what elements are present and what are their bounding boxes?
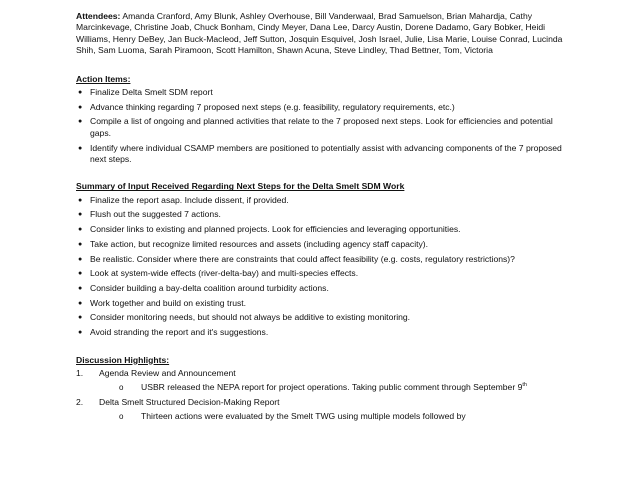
bullet-icon: ● xyxy=(78,270,83,278)
list-item: ● Consider monitoring needs, but should not always be additive to existing monitoring. xyxy=(78,312,411,323)
item-number: 2. xyxy=(76,396,84,407)
list-item: ● Look at system-wide effects (river-delta-bay) and multi-species effects. xyxy=(78,268,359,279)
circle-bullet-icon: o xyxy=(119,412,124,422)
bullet-icon: ● xyxy=(78,196,83,204)
sub-list-item: o USBR released the NEPA report for project operations. Taking public comment through September 9th xyxy=(119,382,527,393)
sub-list xyxy=(99,411,576,422)
list-item: ● Be realistic. Consider where there are constraints that could affect feasibility (e.g. costs, regulatory restrictions)? xyxy=(78,253,515,264)
item-number: 1. xyxy=(76,367,84,378)
summary-heading: Summary of Input Received Regarding Next Steps for the Delta Smelt SDM Work xyxy=(76,181,405,192)
list-item: ● Finalize Delta Smelt SDM report xyxy=(78,87,213,98)
list-item: ● Finalize the report asap. Include dissent, if provided. xyxy=(78,194,289,205)
bullet-icon: ● xyxy=(78,103,83,111)
discussion-list xyxy=(76,368,576,423)
bullet-icon: ● xyxy=(78,299,83,307)
list-item: ● Work together and build on existing trust. xyxy=(78,297,247,308)
list-item: ● Advance thinking regarding 7 proposed next steps (e.g. feasibility, regulatory requirements, etc.) xyxy=(78,101,455,112)
list-item: ● Flush out the suggested 7 actions. xyxy=(78,209,221,220)
bullet-icon: ● xyxy=(78,314,83,322)
discussion-item-title: Delta Smelt Structured Decision-Making Report xyxy=(99,396,280,407)
discussion-item xyxy=(76,368,576,394)
bullet-icon: ● xyxy=(78,284,83,292)
bullet-icon: ● xyxy=(78,144,83,152)
discussion-item-title: Agenda Review and Announcement xyxy=(99,367,236,378)
bullet-icon: ● xyxy=(78,255,83,263)
list-item: ● Identify where individual CSAMP members are positioned to potentially assist with advancing components of the 7 proposed next steps. xyxy=(78,142,562,164)
list-item: ● Avoid stranding the report and it's suggestions. xyxy=(78,327,269,338)
action-items-list xyxy=(76,87,576,165)
attendees-paragraph xyxy=(76,11,576,57)
summary-list xyxy=(76,195,576,339)
circle-bullet-icon: o xyxy=(119,383,124,393)
sub-list-item: o Thirteen actions were evaluated by the Smelt TWG using multiple models followed by xyxy=(119,411,466,422)
document-content xyxy=(76,11,576,426)
discussion-item xyxy=(76,397,576,423)
list-item: ● Take action, but recognize limited resources and assets (including agency staff capacity). xyxy=(78,238,429,249)
list-item: ● Consider links to existing and planned projects. Look for efficiencies and leveraging opportunities. xyxy=(78,224,461,235)
attendees-names: Amanda Cranford, Amy Blunk, Ashley Overhouse, Bill Vanderwaal, Brad Samuelson, Brian Mahardja, Cathy Marcinkevage, Christine Joab, Chuck Bonham, Cindy Meyer, Dana Lee, Darcy Austin, Dorene Dadamo, Gary Bobker, Heidi Williams, Henry DeBey, Jan Buck-Macleod, Jeff Sutton, Josquin Esquivel, Josh Israel, Julie, Lisa Marie, Louise Conrad, Lucinda Shih, Sam Luoma, Sarah Piramoon, Scott Hamilton, Shawn Acuna, Steve Lindley, Thad Bettner, Tom, Victoria xyxy=(76,11,563,56)
attendees-label: Attendees: xyxy=(76,11,121,21)
bullet-icon: ● xyxy=(78,89,83,97)
action-items-heading: Action Items: xyxy=(76,73,131,84)
bullet-icon: ● xyxy=(78,226,83,234)
bullet-icon: ● xyxy=(78,118,83,126)
list-item: ● Compile a list of ongoing and planned activities that relate to the 7 proposed next steps. Look for efficiencies and potential gaps. xyxy=(78,116,553,138)
list-item: ● Consider building a bay-delta coalition around turbidity actions. xyxy=(78,282,329,293)
ordinal-suffix: th xyxy=(522,382,527,389)
bullet-icon: ● xyxy=(78,329,83,337)
bullet-icon: ● xyxy=(78,211,83,219)
bullet-icon: ● xyxy=(78,240,83,248)
sub-list xyxy=(99,382,576,393)
discussion-heading: Discussion Highlights: xyxy=(76,354,170,365)
